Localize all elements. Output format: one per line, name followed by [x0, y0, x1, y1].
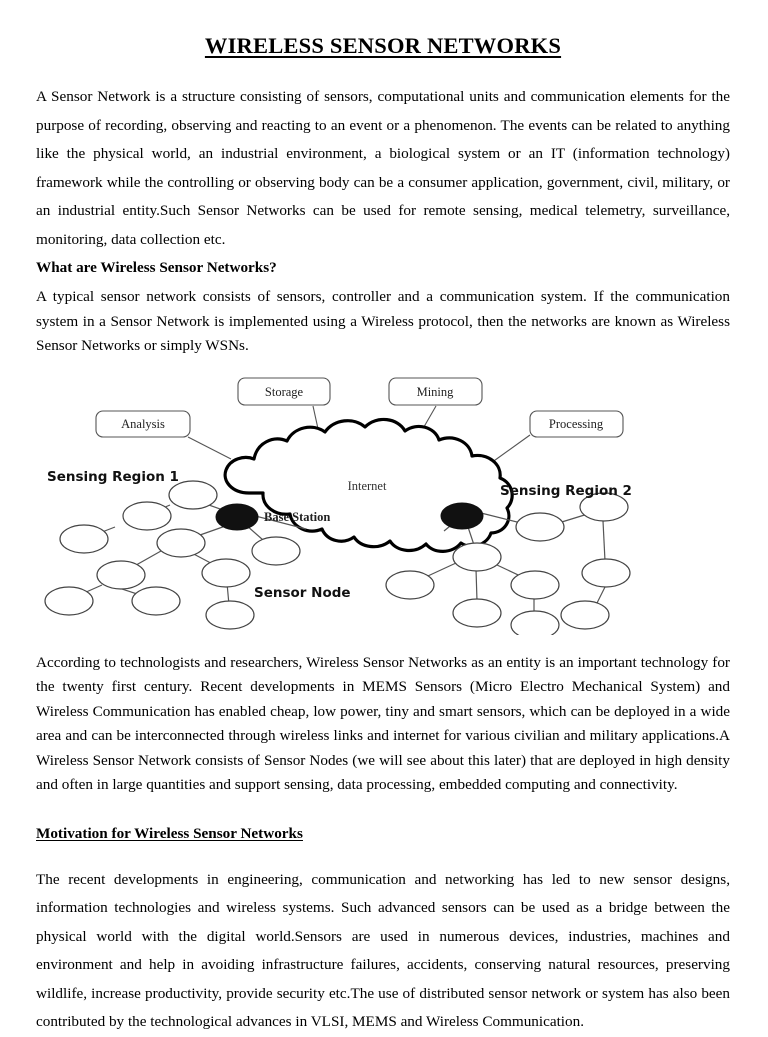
base-station-left	[216, 504, 258, 530]
sensor-node	[582, 559, 630, 587]
link-r3	[603, 521, 605, 561]
cloud-label: Internet	[347, 478, 387, 493]
sensor-node	[123, 502, 171, 530]
sensor-node	[60, 525, 108, 553]
sensor-node	[157, 529, 205, 557]
storage-label: Storage	[264, 384, 304, 399]
sensor-node	[453, 599, 501, 627]
label-sensor-node: Sensor Node	[254, 584, 351, 601]
service-box-processing	[530, 411, 623, 437]
label-sensing-region-2: Sensing Region 2	[500, 482, 632, 499]
analysis-label: Analysis	[121, 416, 165, 431]
connector-processing	[491, 435, 530, 463]
sensor-node	[386, 571, 434, 599]
label-sensing-region-1: Sensing Region 1	[47, 468, 179, 485]
heading-what-are-wsn: What are Wireless Sensor Networks?	[36, 259, 277, 276]
paragraph-intro: A Sensor Network is a structure consisting of sensors, computational units and communication elements for the purpose of recording, observing and reacting to an event or a phenomenon. The events can be related to anything like the physical world, an industrial environment, a biological system or an IT (information technology) framework while the controlling or observing body can be a consumer application, government, civil, military, or an industrial entity.Such Sensor Networks can be used for remote sensing, medical telemetry, surveillance, monitoring, data collection etc.	[36, 88, 730, 248]
sensor-node	[252, 537, 300, 565]
wsn-architecture-figure	[36, 373, 728, 635]
sensor-node	[511, 611, 559, 635]
sensor-node	[453, 543, 501, 571]
sensor-node	[97, 561, 145, 589]
service-box-storage	[238, 378, 330, 405]
mining-label: Mining	[416, 384, 454, 399]
sensor-node	[561, 601, 609, 629]
service-box-mining	[389, 378, 482, 405]
sensor-node	[516, 513, 564, 541]
page-title: WIRELESS SENSOR NETWORKS	[204, 33, 562, 58]
sensor-node	[511, 571, 559, 599]
service-box-analysis	[96, 411, 190, 437]
sensor-node	[202, 559, 250, 587]
label-base-station: Base Station	[264, 509, 331, 524]
sensor-node	[132, 587, 180, 615]
sensor-node	[45, 587, 93, 615]
paragraph-recent-developments: The recent developments in engineering, communication and networking has led to new sensor designs, information technologies and wireless systems. Such advanced sensors can be used as a bridge between the physical world with the digital world.Sensors are used in numerous devices, industries, machines and environment and help in avoiding infrastructure failures, accidents, conserving natural resources, preserving wildlife, increase productivity, provide security etc.The use of distributed sensor network or system has also been contributed by the technological advances in VLSI, MEMS and Wireless Communication.	[36, 870, 730, 1030]
heading-motivation	[36, 822, 730, 846]
heading-motivation-text: Motivation for Wireless Sensor Networks	[36, 824, 303, 842]
connector-analysis	[188, 437, 231, 459]
wsn-diagram-svg	[36, 373, 728, 635]
processing-label: Processing	[548, 416, 604, 431]
left-region-nodes	[45, 481, 300, 629]
paragraph-technologists: According to technologists and researchers, Wireless Sensor Networks as an entity is an important technology for the twenty first century. Recent developments in MEMS Sensors (Micro Electro Mechanical System) and Wireless Communication has enabled cheap, low power, tiny and smart sensors, which can be deployed in a wide area and can be interconnected through wireless links and internet for various civilian and military applications.A Wireless Sensor Network consists of Sensor Nodes (we will see about this later) that are deployed in high density and often in large quantities and support sensing, data processing, embedded computing and connectivity.	[36, 653, 730, 793]
link-r7	[476, 569, 477, 601]
sensor-node	[206, 601, 254, 629]
base-station-right	[441, 503, 483, 529]
paragraph-typical-network: A typical sensor network consists of sensors, controller and a communication system. If the communication system in a Sensor Network is implemented using a Wireless protocol, then the networks are known as Wireless Sensor Networks or simply WSNs.	[36, 288, 730, 354]
sensor-node	[169, 481, 217, 509]
